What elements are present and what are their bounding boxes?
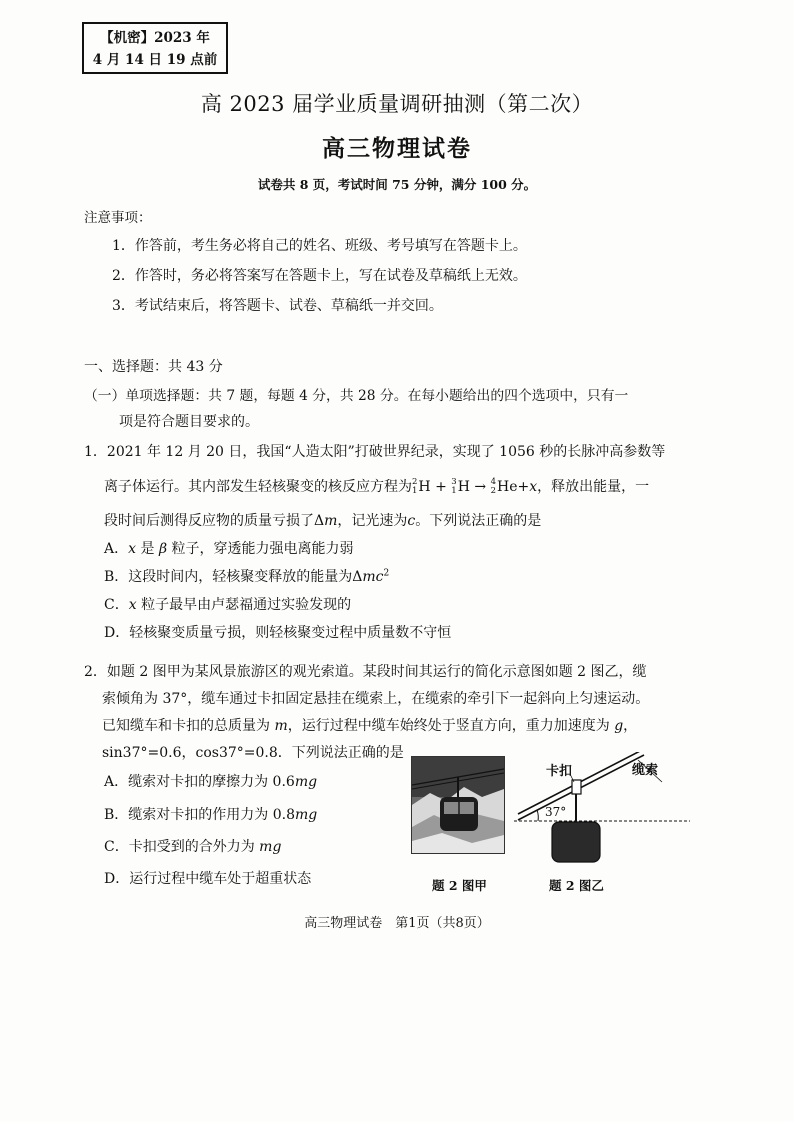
- h2-mass-number: 2: [412, 477, 418, 487]
- cable-car-body: [552, 822, 600, 862]
- q1-light-speed-symbol: c: [407, 513, 416, 529]
- q1-line3-d: 。下列说法正确的是: [415, 513, 542, 529]
- q1-option-a-mid: 是: [136, 541, 159, 557]
- q1-stem-line-3: [104, 510, 541, 530]
- q1-stem-line-2-post: ，释放出能量，一: [537, 479, 650, 495]
- q1-option-a-post: 粒子，穿透能力强电离能力弱: [167, 541, 354, 557]
- q2-option-b-pre: B．缆索对卡扣的作用力为 0.8: [104, 807, 296, 823]
- q2-stem-line-3: [102, 715, 637, 735]
- q2-line3-b: ，运行过程中缆车始终处于竖直方向，重力加速度为: [287, 718, 615, 734]
- q2-option-a-unit: mg: [294, 774, 318, 790]
- q1-stem-line-2-pre: 离子体运行。其内部发生轻核聚变的核反应方程为: [104, 479, 412, 495]
- q1-option-b-pre: B．这段时间内，轻核聚变释放的能量为Δ: [104, 569, 363, 585]
- h2-symbol: H: [418, 479, 431, 495]
- q1-option-a-beta: β: [158, 541, 168, 557]
- confidential-stamp: [82, 22, 228, 74]
- he-charge-number: 2: [490, 486, 496, 496]
- q2-line3-c: ，: [623, 718, 638, 734]
- eq-plus: +: [430, 479, 452, 495]
- he-mass-number: 4: [490, 477, 496, 487]
- exam-title: 高 2023 届学业质量调研抽测（第二次）: [200, 92, 594, 116]
- equation: [412, 479, 537, 495]
- q1-option-b-square: 2: [383, 568, 390, 579]
- q1-option-d: D．轻核聚变质量亏损，则轻核聚变过程中质量数不守恒: [104, 625, 452, 641]
- q1-stem-line-1: 1．2021 年 12 月 20 日，我国“人造太阳”打破世界纪录，实现了 1056 秒的长脉冲高参数等: [84, 444, 666, 460]
- q2-gravity-symbol: g: [614, 718, 624, 734]
- cable-car-photo-image: [412, 757, 504, 853]
- q1-mass-symbol: m: [324, 513, 338, 529]
- note-item-1: 1．作答前，考生务必将自己的姓名、班级、考号填写在答题卡上。: [112, 238, 527, 254]
- q2-option-d: D．运行过程中缆车处于超重状态: [104, 871, 312, 887]
- q1-option-c-pre: C．: [104, 597, 129, 613]
- section-title: 一、选择题：共 43 分: [84, 359, 223, 375]
- cable-label: 缆索: [632, 763, 659, 778]
- q2-stem-line-2: 索倾角为 37°，缆车通过卡扣固定悬挂在缆索上，在缆索的牵引下一起斜向上匀速运动。: [102, 691, 650, 707]
- confidential-line-1: 【机密】2023 年: [100, 30, 210, 46]
- angle-label: 37°: [545, 805, 567, 819]
- x-particle: x: [529, 479, 538, 495]
- q2-mass-symbol: m: [274, 718, 288, 734]
- q2-option-c: [104, 836, 281, 856]
- confidential-line-2: 4 月 14 日 19 点前: [92, 52, 218, 68]
- q1-line3-b: ，记光速为: [337, 513, 408, 529]
- q1-option-c-x: x: [128, 597, 137, 613]
- q1-line3-a: 段时间后测得反应物的质量亏损了Δ: [104, 513, 325, 529]
- cable-diagram: [510, 752, 710, 864]
- figure-b-caption: 题 2 图乙: [549, 878, 604, 893]
- q2-option-c-pre: C．卡扣受到的合外力为: [104, 839, 260, 855]
- q1-option-c: [104, 594, 351, 614]
- q1-option-a-x: x: [128, 541, 137, 557]
- q2-option-c-unit: mg: [259, 839, 282, 855]
- q1-option-b-mc: mc: [362, 569, 384, 585]
- note-item-2: 2．作答时，务必将答案写在答题卡上，写在试卷及草稿纸上无效。: [112, 268, 527, 284]
- q1-option-a-pre: A．: [104, 541, 129, 557]
- notes-heading: 注意事项：: [84, 210, 152, 226]
- note-item-3: 3．考试结束后，将答题卡、试卷、草稿纸一并交回。: [112, 298, 443, 314]
- page-footer: 高三物理试卷 第1页（共8页）: [304, 916, 490, 931]
- angle-arc: [537, 810, 538, 821]
- q2-option-b-unit: mg: [295, 807, 318, 823]
- part-instruction-line-2: 项是符合题目要求的。: [119, 414, 259, 430]
- subject-title: 高三物理试卷: [322, 135, 472, 162]
- q2-line3-a: 已知缆车和卡扣的总质量为: [102, 718, 275, 734]
- clip-label: 卡扣: [546, 764, 573, 779]
- clip-block: [572, 780, 581, 794]
- h3-symbol: H: [457, 479, 470, 495]
- q1-stem-line-2: [104, 476, 649, 496]
- q2-option-a-pre: A．缆索对卡扣的摩擦力为 0.6: [104, 774, 295, 790]
- figure-a-caption: 题 2 图甲: [432, 878, 487, 893]
- h3-mass-number: 3: [451, 477, 457, 487]
- q2-option-b: [104, 804, 317, 824]
- q2-stem-line-1: 2．如题 2 图甲为某风景旅游区的观光索道。某段时间其运行的简化示意图如题 2 图乙，缆: [84, 664, 647, 680]
- eq-arrow: →: [469, 479, 491, 495]
- q1-option-b: [104, 566, 389, 586]
- exam-info: 试卷共 8 页，考试时间 75 分钟，满分 100 分。: [257, 177, 537, 192]
- q2-stem-line-4: sin37°=0.6，cos37°=0.8．下列说法正确的是: [102, 745, 404, 761]
- q1-option-c-post: 粒子最早由卢瑟福通过实验发现的: [136, 597, 352, 613]
- he-symbol: He+: [496, 479, 530, 495]
- cable-car-photo: [411, 756, 505, 854]
- h2-charge-number: 1: [412, 486, 418, 496]
- cable-diagram-svg: [510, 752, 710, 864]
- q2-option-a: [104, 771, 317, 791]
- part-instruction-line-1: （一）单项选择题：共 7 题，每题 4 分，共 28 分。在每小题给出的四个选项中，只有一: [84, 388, 629, 404]
- h3-charge-number: 1: [451, 486, 457, 496]
- q1-option-a: [104, 538, 353, 558]
